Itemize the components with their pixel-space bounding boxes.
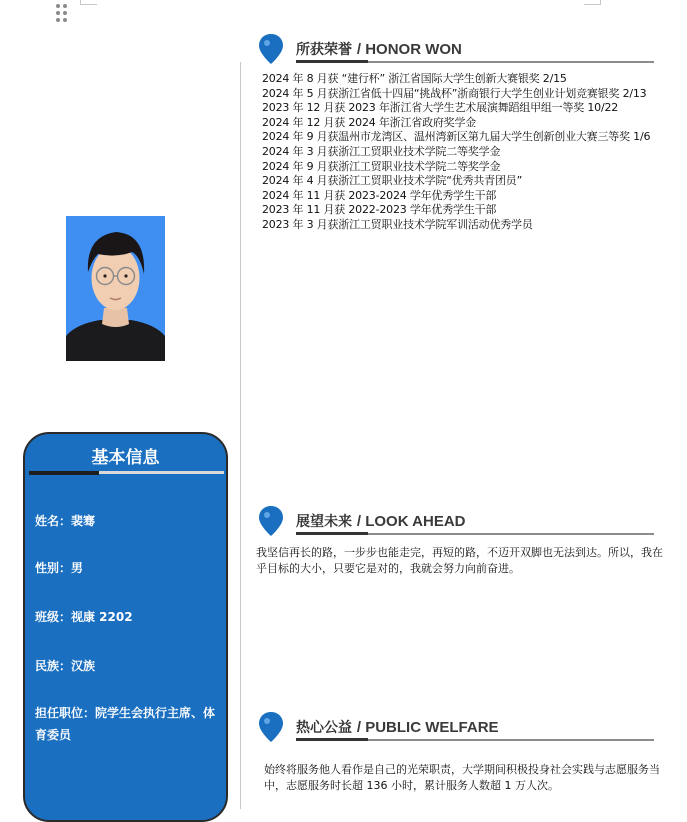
section-heading-welfare [258, 711, 658, 747]
section-title-welfare [296, 717, 499, 737]
honor-item: 2023 年 11 月获 2022-2023 学年优秀学生干部 [262, 203, 497, 217]
section-title-cn: 展望未来 [296, 514, 352, 530]
honor-item: 2024 年 9 月获温州市龙湾区、温州湾新区第九届大学生创新创业大赛三等奖 1/6 [262, 130, 651, 144]
section-title-honor [296, 39, 462, 59]
location-pin-icon [258, 711, 284, 743]
info-row-position: 担任职位：院学生会执行主席、体育委员 [35, 706, 216, 742]
location-pin-icon [258, 33, 284, 65]
honor-item: 2024 年 11 月获 2023-2024 学年优秀学生干部 [262, 188, 497, 202]
page-corner-mark [80, 0, 97, 5]
info-row-class: 班级：视康 2202 [35, 610, 133, 624]
section-rule-accent [296, 738, 368, 741]
honor-item: 2024 年 5 月获浙江省低十四届“挑战杯”浙商银行大学生创业计划竞赛银奖 2/13 [262, 86, 647, 100]
section-heading-future [258, 505, 658, 541]
basic-info-card [23, 432, 228, 822]
page-corner-mark [584, 0, 601, 5]
drag-handle-icon[interactable] [56, 4, 70, 26]
honor-item: 2024 年 3 月获浙江工贸职业技术学院二等奖学金 [262, 144, 501, 158]
honor-item: 2024 年 8 月获 “建行杯” 浙江省国际大学生创新大赛银奖 2/15 [262, 72, 567, 85]
section-title-future [296, 511, 466, 531]
info-row-ethnicity: 民族：汉族 [35, 659, 96, 673]
timeline-divider [240, 62, 241, 809]
portrait-illustration [66, 216, 165, 361]
section-title-cn: 所获荣誉 [296, 42, 352, 58]
info-row-gender: 性别：男 [35, 561, 84, 575]
info-row-name: 姓名：裴骞 [35, 514, 96, 528]
honor-item: 2024 年 4 月获浙江工贸职业技术学院“优秀共青团员” [262, 174, 523, 188]
section-heading-honor [258, 33, 658, 69]
section-title-en: / PUBLIC WELFARE [356, 719, 499, 736]
honor-item: 2024 年 9 月获浙江工贸职业技术学院二等奖学金 [262, 159, 501, 173]
profile-photo [66, 216, 165, 361]
honor-item: 2023 年 12 月获 2023 年浙江省大学生艺术展演舞蹈组甲组一等奖 10/22 [262, 101, 619, 115]
section-title-en: / LOOK AHEAD [356, 513, 466, 530]
honor-item: 2024 年 12 月获 2024 年浙江省政府奖学金 [262, 115, 477, 129]
section-title-en: / HONOR WON [356, 41, 462, 58]
section-rule-accent [296, 532, 368, 535]
basic-info-rule-accent [29, 471, 99, 475]
honor-list [262, 72, 662, 233]
section-title-cn: 热心公益 [296, 720, 352, 736]
welfare-paragraph: 始终将服务他人看作是自己的光荣职责，大学期间积极投身社会实践与志愿服务当中，志愿服务时长超 136 小时，累计服务人数超 1 万人次。 [264, 763, 660, 792]
location-pin-icon [258, 505, 284, 537]
honor-item: 2023 年 3 月获浙江工贸职业技术学院军训活动优秀学员 [262, 217, 533, 231]
section-rule-accent [296, 60, 368, 63]
basic-info-title: 基本信息 [91, 448, 160, 468]
future-paragraph: 我坚信再长的路，一步步也能走完，再短的路，不迈开双脚也无法到达。所以，我在乎目标的大小，只要它是对的，我就会努力向前奋进。 [256, 546, 663, 575]
